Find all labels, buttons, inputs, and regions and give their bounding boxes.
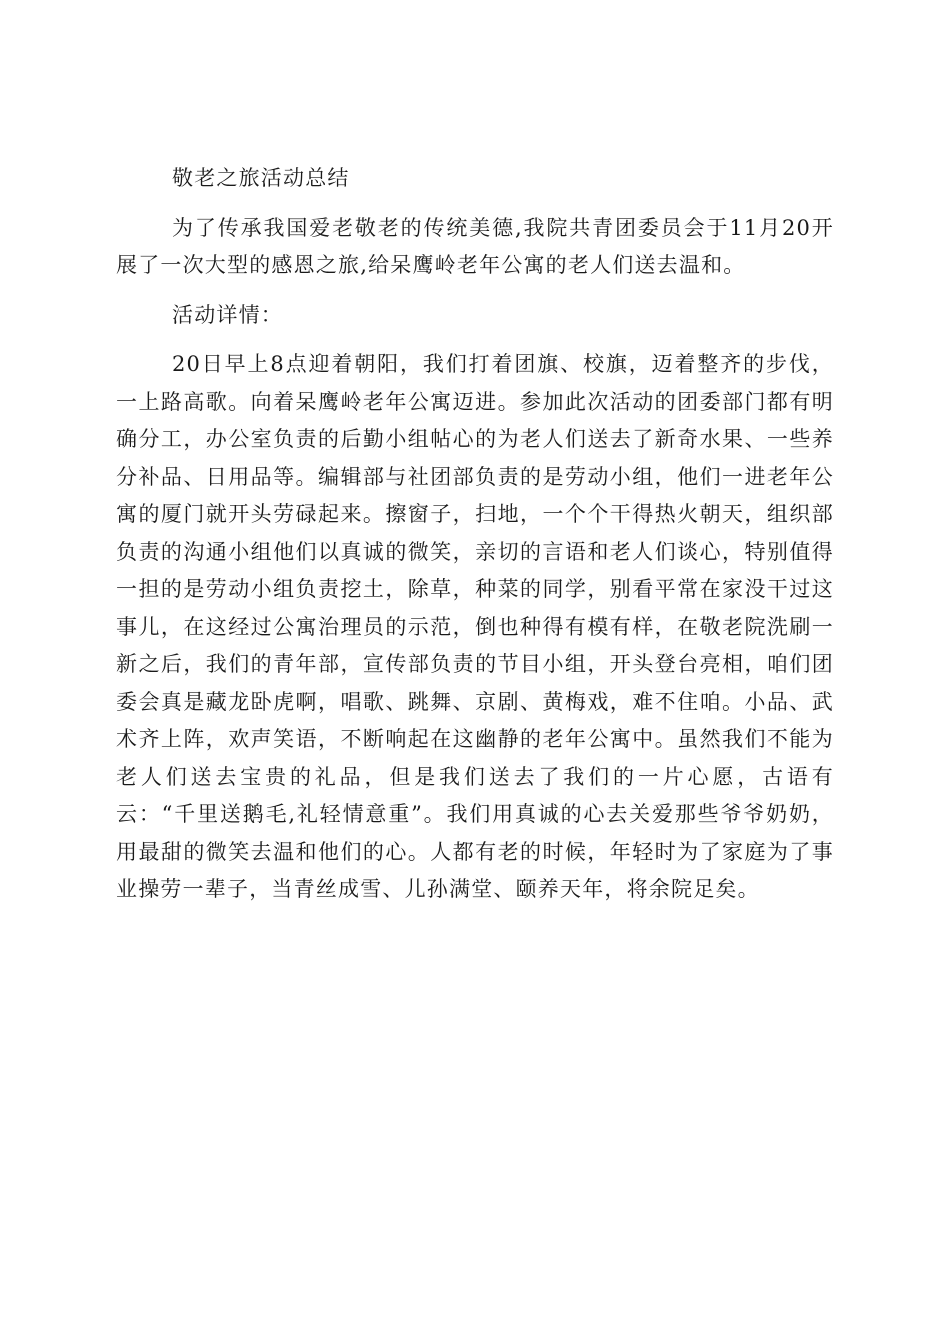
document-content — [116, 160, 834, 921]
body-paragraph: 20日早上8点迎着朝阳，我们打着团旗、校旗，迈着整齐的步伐，一上路高歌。向着呆鹰岭老年公寓迈进。参加此次活动的团委部门都有明确分工，办公室负责的后勤小组帖心的为老人们送去了新奇水果、一些养分补品、日用品等。编辑部与社团部负责的是劳动小组，他们一进老年公寓的厦门就开头劳碌起来。擦窗子，扫地，一个个干得热火朝天，组织部负责的沟通小组他们以真诚的微笑，亲切的言语和老人们谈心，特别值得一担的是劳动小组负责挖土，除草，种菜的同学，别看平常在家没干过这事儿，在这经过公寓治理员的示范，倒也种得有模有样，在敬老院洗刷一新之后，我们的青年部，宣传部负责的节目小组，开头登台亮相，咱们团委会真是藏龙卧虎啊，唱歌、跳舞、京剧、黄梅戏，难不住咱。小品、武术齐上阵，欢声笑语，不断响起在这幽静的老年公寓中。虽然我们不能为老人们送去宝贵的礼品，但是我们送去了我们的一片心愿，古语有云：“千里送鹅毛,礼轻情意重”。我们用真诚的心去关爱那些爷爷奶奶，用最甜的微笑去温和他们的心。人都有老的时候，年轻时为了家庭为了事业操劳一辈子，当青丝成雪、儿孙满堂、颐养天年，将余院足矣。 — [116, 352, 834, 901]
intro-paragraph: 为了传承我国爱老敬老的传统美德,我院共青团委员会于11月20开展了一次大型的感恩之旅,给呆鹰岭老年公寓的老人们送去温和。 — [116, 215, 834, 277]
document-title: 敬老之旅活动总结 — [172, 166, 350, 190]
section-heading: 活动详情： — [172, 302, 283, 327]
